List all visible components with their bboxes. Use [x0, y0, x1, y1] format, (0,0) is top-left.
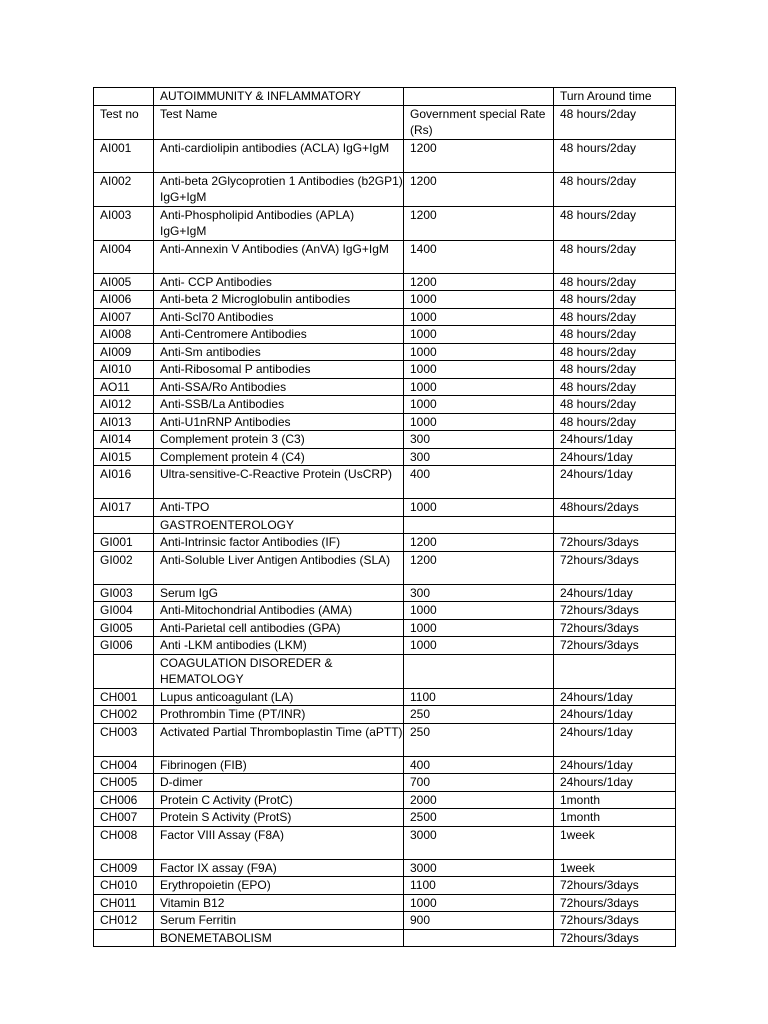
table-row: [94, 88, 676, 106]
turnaround-cell: 48 hours/2day: [554, 396, 676, 414]
test-code-cell: CH007: [94, 809, 154, 827]
test-code-cell: AI015: [94, 448, 154, 466]
test-code-cell: CH010: [94, 877, 154, 895]
table-row: [94, 139, 676, 172]
test-name-cell: Factor IX assay (F9A): [154, 859, 404, 877]
table-row: [94, 431, 676, 449]
test-code-cell: AI017: [94, 499, 154, 517]
table-row: [94, 894, 676, 912]
turnaround-cell: 1month: [554, 791, 676, 809]
rate-cell: 300: [404, 448, 554, 466]
test-code-cell: GI004: [94, 602, 154, 620]
rate-cell: 400: [404, 466, 554, 499]
test-code-cell: AI004: [94, 240, 154, 273]
turnaround-cell: 72hours/3days: [554, 877, 676, 895]
table-row: [94, 326, 676, 344]
test-name-cell: Anti-U1nRNP Antibodies: [154, 413, 404, 431]
test-name-cell: Anti-Centromere Antibodies: [154, 326, 404, 344]
test-name-cell: Anti-beta 2 Microglobulin antibodies: [154, 291, 404, 309]
test-name-cell: Anti-beta 2Glycoprotien 1 Antibodies (b2GP1) IgG+IgM: [154, 172, 404, 206]
table-row: [94, 929, 676, 947]
rate-cell: [404, 88, 554, 106]
table-row: [94, 378, 676, 396]
test-name-cell: Complement protein 4 (C4): [154, 448, 404, 466]
rate-cell: 3000: [404, 859, 554, 877]
turnaround-cell: 48 hours/2day: [554, 413, 676, 431]
test-name-cell: Anti-Scl70 Antibodies: [154, 308, 404, 326]
table-row: [94, 499, 676, 517]
test-code-cell: [94, 516, 154, 534]
table-row: [94, 774, 676, 792]
turnaround-cell: 24hours/1day: [554, 584, 676, 602]
test-name-cell: COAGULATION DISOREDER & HEMATOLOGY: [154, 654, 404, 688]
turnaround-cell: 24hours/1day: [554, 706, 676, 724]
turnaround-cell: 24hours/1day: [554, 466, 676, 499]
test-code-cell: AI007: [94, 308, 154, 326]
test-code-cell: AI016: [94, 466, 154, 499]
test-code-cell: GI006: [94, 637, 154, 655]
table-row: [94, 105, 676, 139]
rate-cell: 400: [404, 756, 554, 774]
test-code-cell: AI013: [94, 413, 154, 431]
test-name-cell: AUTOIMMUNITY & INFLAMMATORY: [154, 88, 404, 106]
turnaround-cell: 72hours/3days: [554, 929, 676, 947]
table-row: [94, 448, 676, 466]
test-name-cell: Anti-Parietal cell antibodies (GPA): [154, 619, 404, 637]
table-row: [94, 273, 676, 291]
table-row: [94, 534, 676, 552]
table-row: [94, 654, 676, 688]
rate-cell: [404, 654, 554, 688]
rate-cell: 1000: [404, 499, 554, 517]
test-code-cell: CH005: [94, 774, 154, 792]
test-code-cell: GI002: [94, 551, 154, 584]
rate-cell: 1000: [404, 361, 554, 379]
test-code-cell: CH003: [94, 723, 154, 756]
test-code-cell: AI003: [94, 206, 154, 240]
test-code-cell: [94, 654, 154, 688]
table-row: [94, 361, 676, 379]
rate-cell: 1200: [404, 273, 554, 291]
turnaround-cell: 72hours/3days: [554, 551, 676, 584]
rate-cell: 1200: [404, 139, 554, 172]
test-name-cell: Protein S Activity (ProtS): [154, 809, 404, 827]
table-row: [94, 706, 676, 724]
rate-cell: 1200: [404, 534, 554, 552]
turnaround-cell: 72hours/3days: [554, 894, 676, 912]
test-name-cell: Anti-Ribosomal P antibodies: [154, 361, 404, 379]
rate-cell: 1000: [404, 396, 554, 414]
test-name-cell: Anti-Sm antibodies: [154, 343, 404, 361]
test-code-cell: GI005: [94, 619, 154, 637]
turnaround-cell: 72hours/3days: [554, 912, 676, 930]
test-name-cell: Anti-Phospholipid Antibodies (APLA) IgG+IgM: [154, 206, 404, 240]
test-code-cell: CH001: [94, 688, 154, 706]
test-code-cell: AI014: [94, 431, 154, 449]
test-code-cell: AI002: [94, 172, 154, 206]
test-name-cell: Prothrombin Time (PT/INR): [154, 706, 404, 724]
table-row: [94, 396, 676, 414]
rate-cell: 2500: [404, 809, 554, 827]
test-name-cell: Erythropoietin (EPO): [154, 877, 404, 895]
rate-cell: 1000: [404, 637, 554, 655]
test-name-cell: Anti-Soluble Liver Antigen Antibodies (SLA): [154, 551, 404, 584]
test-name-cell: Serum Ferritin: [154, 912, 404, 930]
test-name-cell: Complement protein 3 (C3): [154, 431, 404, 449]
rate-cell: [404, 929, 554, 947]
turnaround-cell: 24hours/1day: [554, 756, 676, 774]
test-code-cell: AI012: [94, 396, 154, 414]
test-code-cell: Test no: [94, 105, 154, 139]
rate-cell: 1000: [404, 291, 554, 309]
test-name-cell: GASTROENTEROLOGY: [154, 516, 404, 534]
test-code-cell: AO11: [94, 378, 154, 396]
test-name-cell: Fibrinogen (FIB): [154, 756, 404, 774]
rate-cell: 1200: [404, 206, 554, 240]
table-row: [94, 551, 676, 584]
rate-cell: 250: [404, 706, 554, 724]
rate-cell: 300: [404, 584, 554, 602]
test-name-cell: Protein C Activity (ProtC): [154, 791, 404, 809]
table-row: [94, 791, 676, 809]
test-code-cell: CH002: [94, 706, 154, 724]
test-code-cell: AI010: [94, 361, 154, 379]
test-name-cell: Vitamin B12: [154, 894, 404, 912]
rate-cell: 1000: [404, 894, 554, 912]
test-code-cell: CH012: [94, 912, 154, 930]
table-row: [94, 413, 676, 431]
turnaround-cell: 48 hours/2day: [554, 172, 676, 206]
test-code-cell: [94, 88, 154, 106]
turnaround-cell: 24hours/1day: [554, 688, 676, 706]
test-code-cell: [94, 929, 154, 947]
table-row: [94, 343, 676, 361]
turnaround-cell: 48 hours/2day: [554, 308, 676, 326]
test-name-cell: Anti-Intrinsic factor Antibodies (IF): [154, 534, 404, 552]
turnaround-cell: 48 hours/2day: [554, 378, 676, 396]
rate-cell: 1000: [404, 343, 554, 361]
rate-cell: 3000: [404, 826, 554, 859]
test-name-cell: Anti-cardiolipin antibodies (ACLA) IgG+IgM: [154, 139, 404, 172]
turnaround-cell: 48 hours/2day: [554, 105, 676, 139]
test-name-cell: Anti -LKM antibodies (LKM): [154, 637, 404, 655]
table-row: [94, 172, 676, 206]
turnaround-cell: 24hours/1day: [554, 431, 676, 449]
turnaround-cell: 72hours/3days: [554, 637, 676, 655]
rate-cell: Government special Rate (Rs): [404, 105, 554, 139]
table-row: [94, 240, 676, 273]
turnaround-cell: 48 hours/2day: [554, 206, 676, 240]
test-name-cell: BONEMETABOLISM: [154, 929, 404, 947]
table-row: [94, 859, 676, 877]
table-row: [94, 516, 676, 534]
table-row: [94, 584, 676, 602]
test-code-cell: CH008: [94, 826, 154, 859]
rate-cell: 300: [404, 431, 554, 449]
test-name-cell: Anti-SSB/La Antibodies: [154, 396, 404, 414]
turnaround-cell: 72hours/3days: [554, 534, 676, 552]
rate-cell: 1100: [404, 688, 554, 706]
turnaround-cell: 48hours/2days: [554, 499, 676, 517]
rate-cell: 1000: [404, 326, 554, 344]
test-name-cell: Activated Partial Thromboplastin Time (aPTT): [154, 723, 404, 756]
rate-cell: 1000: [404, 308, 554, 326]
test-name-cell: Test Name: [154, 105, 404, 139]
turnaround-cell: 1week: [554, 826, 676, 859]
turnaround-cell: 24hours/1day: [554, 723, 676, 756]
test-code-cell: AI006: [94, 291, 154, 309]
test-code-cell: AI005: [94, 273, 154, 291]
test-name-cell: Anti-SSA/Ro Antibodies: [154, 378, 404, 396]
turnaround-cell: 48 hours/2day: [554, 240, 676, 273]
rate-cell: 2000: [404, 791, 554, 809]
turnaround-cell: [554, 654, 676, 688]
rate-cell: 1400: [404, 240, 554, 273]
table-row: [94, 756, 676, 774]
test-code-cell: CH009: [94, 859, 154, 877]
table-row: [94, 688, 676, 706]
rate-cell: 1100: [404, 877, 554, 895]
turnaround-cell: 72hours/3days: [554, 619, 676, 637]
table-row: [94, 291, 676, 309]
turnaround-cell: 1month: [554, 809, 676, 827]
table-row: [94, 723, 676, 756]
rate-cell: 1200: [404, 172, 554, 206]
turnaround-cell: 24hours/1day: [554, 774, 676, 792]
table-row: [94, 912, 676, 930]
turnaround-cell: 72hours/3days: [554, 602, 676, 620]
turnaround-cell: 48 hours/2day: [554, 343, 676, 361]
table-row: [94, 308, 676, 326]
test-name-cell: Anti-Annexin V Antibodies (AnVA) IgG+IgM: [154, 240, 404, 273]
rate-cell: [404, 516, 554, 534]
rate-cell: 1200: [404, 551, 554, 584]
table-row: [94, 619, 676, 637]
test-code-cell: AI009: [94, 343, 154, 361]
table-row: [94, 206, 676, 240]
test-code-cell: AI008: [94, 326, 154, 344]
test-name-cell: Anti- CCP Antibodies: [154, 273, 404, 291]
test-name-cell: Factor VIII Assay (F8A): [154, 826, 404, 859]
turnaround-cell: 48 hours/2day: [554, 361, 676, 379]
turnaround-cell: 24hours/1day: [554, 448, 676, 466]
rate-cell: 1000: [404, 602, 554, 620]
test-code-cell: CH004: [94, 756, 154, 774]
table-row: [94, 602, 676, 620]
rate-cell: 1000: [404, 378, 554, 396]
test-code-cell: GI001: [94, 534, 154, 552]
test-code-cell: CH011: [94, 894, 154, 912]
table-row: [94, 466, 676, 499]
turnaround-cell: 48 hours/2day: [554, 139, 676, 172]
rate-cell: 1000: [404, 619, 554, 637]
turnaround-cell: 48 hours/2day: [554, 291, 676, 309]
test-name-cell: Anti-Mitochondrial Antibodies (AMA): [154, 602, 404, 620]
table-row: [94, 826, 676, 859]
table-body: [94, 88, 676, 947]
table-row: [94, 809, 676, 827]
rate-cell: 1000: [404, 413, 554, 431]
test-code-cell: AI001: [94, 139, 154, 172]
turnaround-cell: 1week: [554, 859, 676, 877]
test-price-table: [93, 87, 676, 947]
test-code-cell: CH006: [94, 791, 154, 809]
rate-cell: 900: [404, 912, 554, 930]
turnaround-cell: [554, 516, 676, 534]
test-name-cell: Serum IgG: [154, 584, 404, 602]
test-name-cell: Lupus anticoagulant (LA): [154, 688, 404, 706]
turnaround-cell: Turn Around time: [554, 88, 676, 106]
test-name-cell: Anti-TPO: [154, 499, 404, 517]
test-code-cell: GI003: [94, 584, 154, 602]
table-row: [94, 877, 676, 895]
rate-cell: 250: [404, 723, 554, 756]
turnaround-cell: 48 hours/2day: [554, 326, 676, 344]
test-name-cell: D-dimer: [154, 774, 404, 792]
rate-cell: 700: [404, 774, 554, 792]
test-name-cell: Ultra-sensitive-C-Reactive Protein (UsCRP): [154, 466, 404, 499]
turnaround-cell: 48 hours/2day: [554, 273, 676, 291]
table-row: [94, 637, 676, 655]
